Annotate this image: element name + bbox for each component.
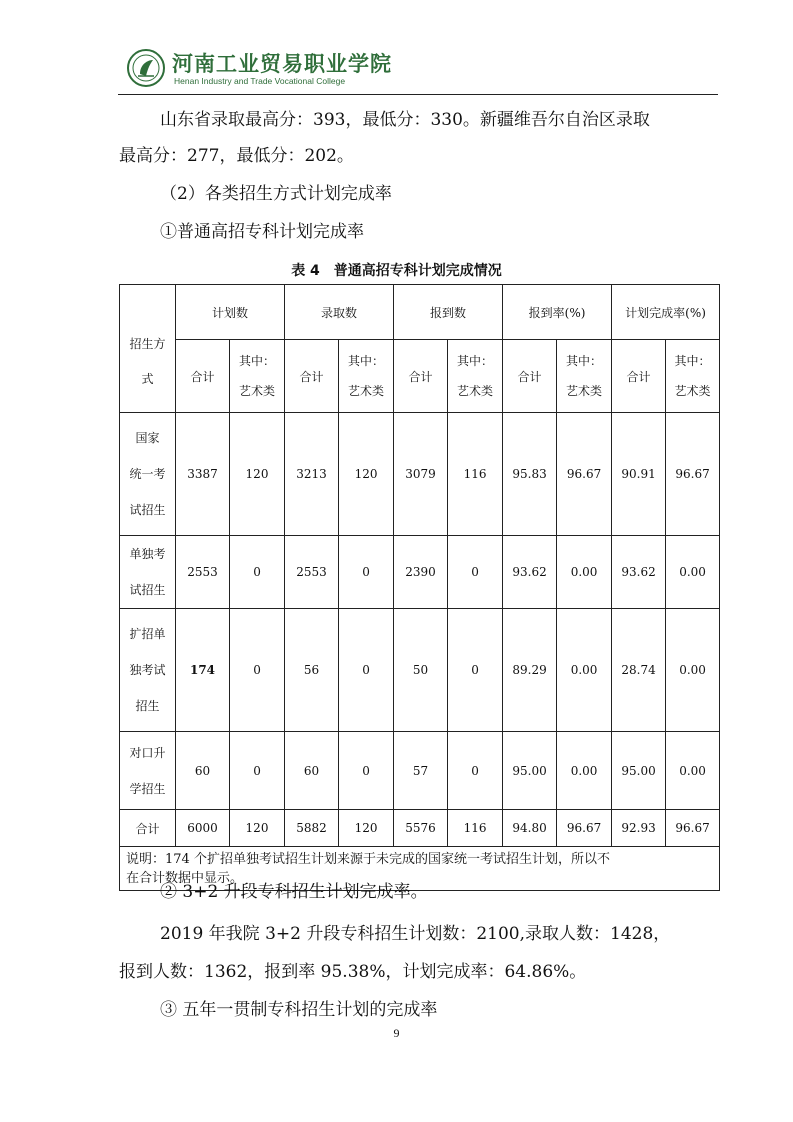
header-admitted: 录取数: [285, 285, 394, 340]
table-cell: 0.00: [666, 732, 720, 810]
subheader-total: 合计: [394, 340, 448, 413]
table-cell: 93.62: [612, 536, 666, 609]
table-cell: 96.67: [557, 810, 612, 847]
table-cell: 0.00: [557, 536, 612, 609]
header-registered: 报到数: [394, 285, 503, 340]
table-cell: 95.00: [612, 732, 666, 810]
subheader-total: 合计: [285, 340, 339, 413]
table-cell: 57: [394, 732, 448, 810]
table-cell: 120: [230, 810, 285, 847]
table-cell: 96.67: [666, 810, 720, 847]
subheader-total: 合计: [176, 340, 230, 413]
table-cell: 2553: [176, 536, 230, 609]
subheader-art: 其中： 艺术类: [666, 340, 720, 413]
section-heading-completion: （2）各类招生方式计划完成率: [160, 184, 392, 204]
table-cell: 120: [339, 413, 394, 536]
subsection-heading-general: ①普通高招专科计划完成率: [160, 222, 364, 242]
table-cell: 28.74: [612, 609, 666, 732]
table-cell: 5882: [285, 810, 339, 847]
table-cell: 56: [285, 609, 339, 732]
header-completion-rate: 计划完成率(%): [612, 285, 720, 340]
table-cell: 6000: [176, 810, 230, 847]
table-row-total: [120, 810, 720, 847]
table-row: [120, 609, 720, 732]
table-cell: 0.00: [557, 732, 612, 810]
table-cell: 0: [230, 732, 285, 810]
subheader-art: 其中： 艺术类: [230, 340, 285, 413]
subsection-heading-five-year: ③ 五年一贯制专科招生计划的完成率: [160, 1000, 438, 1020]
row-label: 单独考 试招生: [120, 536, 176, 609]
table-cell: 95.83: [503, 413, 557, 536]
table-cell: 0: [339, 536, 394, 609]
page-number: 9: [393, 1026, 400, 1040]
college-name-en: Henan Industry and Trade Vocational College: [174, 76, 346, 86]
table-row: [120, 536, 720, 609]
table-cell: 0.00: [666, 536, 720, 609]
table-cell: 89.29: [503, 609, 557, 732]
paragraph-3plus2-line2: 报到人数：1362，报到率 95.38%，计划完成率：64.86%。: [119, 962, 587, 982]
table-cell: 3387: [176, 413, 230, 536]
header-plan: 计划数: [176, 285, 285, 340]
table-cell: 116: [448, 413, 503, 536]
table-cell: 95.00: [503, 732, 557, 810]
table-cell: 96.67: [557, 413, 612, 536]
paragraph-scores-line1: 山东省录取最高分：393，最低分：330。新疆维吾尔自治区录取: [160, 110, 650, 130]
table-cell: 60: [285, 732, 339, 810]
page-header: [118, 46, 718, 94]
table-cell: 2553: [285, 536, 339, 609]
subheader-art: 其中： 艺术类: [448, 340, 503, 413]
table-cell: 96.67: [666, 413, 720, 536]
table-note: 说明：174 个扩招单独考试招生计划来源于未完成的国家统一考试招生计划，所以不 在合计数据中显示。: [120, 847, 720, 891]
table-cell: 93.62: [503, 536, 557, 609]
table-row: [120, 732, 720, 810]
subheader-total: 合计: [503, 340, 557, 413]
subheader-art: 其中： 艺术类: [339, 340, 394, 413]
college-name-cn: 河南工业贸易职业学院: [172, 51, 392, 76]
subheader-row: [120, 340, 720, 413]
header-method: 招生方 式: [120, 285, 176, 413]
row-label: 对口升 学招生: [120, 732, 176, 810]
header-divider: [118, 94, 718, 95]
table-cell: 0: [448, 536, 503, 609]
table-cell: 0: [339, 609, 394, 732]
table-cell: 2390: [394, 536, 448, 609]
table-cell: 5576: [394, 810, 448, 847]
subsection-heading-3plus2: ② 3+2 升段专科招生计划完成率。: [160, 882, 428, 902]
table-cell: 0.00: [557, 609, 612, 732]
table-cell: 120: [230, 413, 285, 536]
table-row: [120, 413, 720, 536]
table-cell: 3213: [285, 413, 339, 536]
table-cell: 90.91: [612, 413, 666, 536]
row-label: 合计: [120, 810, 176, 847]
table-cell: 60: [176, 732, 230, 810]
paragraph-3plus2-line1: 2019 年我院 3+2 升段专科招生计划数：2100,录取人数：1428，: [160, 924, 671, 944]
table-cell: 92.93: [612, 810, 666, 847]
paragraph-scores-line2: 最高分：277，最低分：202。: [119, 146, 354, 166]
header-registration-rate: 报到率(%): [503, 285, 612, 340]
row-label: 国家 统一考 试招生: [120, 413, 176, 536]
table-cell: 0: [448, 609, 503, 732]
table-caption: 表 4 普通高招专科计划完成情况: [291, 263, 502, 279]
row-label: 扩招单 独考试 招生: [120, 609, 176, 732]
subheader-total: 合计: [612, 340, 666, 413]
enrollment-completion-table: [119, 284, 720, 891]
table-cell: 120: [339, 810, 394, 847]
table-cell: 116: [448, 810, 503, 847]
table-cell: 0: [230, 536, 285, 609]
subheader-art: 其中： 艺术类: [557, 340, 612, 413]
table-cell: 3079: [394, 413, 448, 536]
table-cell: 0: [448, 732, 503, 810]
table-cell: 94.80: [503, 810, 557, 847]
college-seal-icon: [126, 48, 166, 88]
table-cell: 174: [176, 609, 230, 732]
table-cell: 0: [230, 609, 285, 732]
table-cell: 0: [339, 732, 394, 810]
table-cell: 0.00: [666, 609, 720, 732]
table-cell: 50: [394, 609, 448, 732]
